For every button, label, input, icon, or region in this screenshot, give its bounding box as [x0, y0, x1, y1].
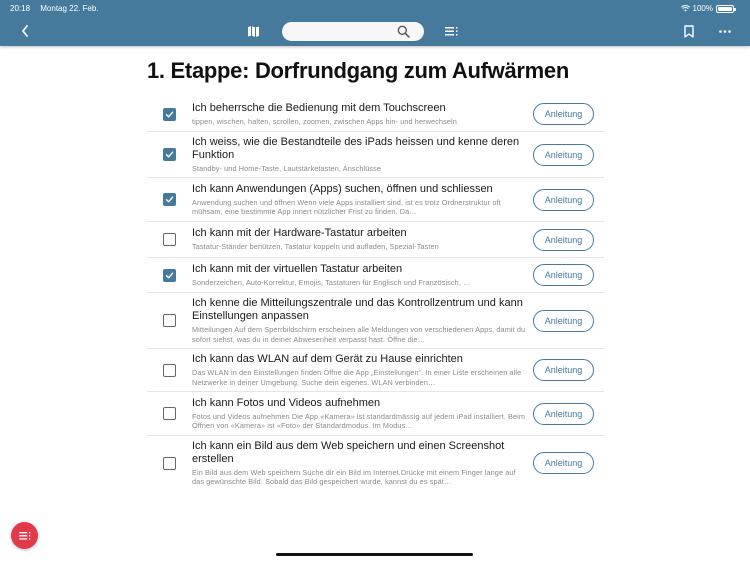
checkbox-unchecked[interactable] — [163, 314, 176, 327]
checkmark-icon — [164, 109, 175, 120]
list-item — [147, 258, 604, 293]
top-bar — [0, 0, 750, 46]
item-subtitle: Fotos und Videos aufnehmen Die App «Kamera» ist standardmässig auf jedem iPad installiert. Beim Öffnen von «Kamera» ist «Foto» der Standardmodus. Im Modus… — [192, 411, 526, 430]
status-right — [681, 4, 734, 13]
bookmark-icon — [684, 25, 694, 38]
anleitung-button[interactable]: Anleitung — [533, 144, 594, 166]
checkbox-checked[interactable] — [163, 148, 176, 161]
item-title: Ich kann mit der Hardware-Tastatur arbeiten — [192, 227, 407, 240]
anleitung-button[interactable]: Anleitung — [533, 452, 594, 474]
item-title: Ich kann mit der virtuellen Tastatur arbeiten — [192, 262, 403, 275]
anleitung-button[interactable]: Anleitung — [533, 359, 594, 381]
wifi-icon — [681, 5, 690, 12]
checkbox-checked[interactable] — [163, 193, 176, 206]
item-title: Ich kenne die Mitteilungszentrale und das Kontrollzentrum und kann Einstellungen anpassen — [192, 297, 523, 322]
anleitung-button[interactable]: Anleitung — [533, 403, 594, 425]
battery-icon — [716, 5, 734, 13]
search-input[interactable] — [282, 22, 424, 41]
toc-button[interactable] — [441, 22, 461, 40]
item-title: Ich kann Fotos und Videos aufnehmen — [192, 396, 381, 409]
list-item — [147, 178, 604, 222]
anleitung-button[interactable]: Anleitung — [533, 264, 594, 286]
item-subtitle: Tastatur-Ständer benützen, Tastatur koppeln und aufladen, Spezial-Tasten — [192, 242, 439, 252]
list-item — [147, 349, 604, 392]
map-icon — [247, 25, 260, 38]
bookmark-button[interactable] — [679, 22, 699, 40]
item-title: Ich kann das WLAN auf dem Gerät zu Hause einrichten — [192, 353, 463, 365]
item-subtitle: Standby- und Home-Taste, Lautstärketasten, Anschlüsse — [192, 163, 382, 173]
checkbox-unchecked[interactable] — [163, 457, 176, 470]
item-subtitle: Das WLAN in den Einstellungen finden Öffne die App „Einstellungen“. In einer Liste erscheinen alle Netzwerke in deiner Umgebung. Suche dein eigenes. WLAN verbinden… — [192, 368, 522, 387]
checkbox-unchecked[interactable] — [163, 407, 176, 420]
list-icon — [19, 532, 31, 540]
status-time: 20:18 — [10, 4, 31, 13]
checkbox-unchecked[interactable] — [163, 364, 176, 377]
battery-percent: 100% — [692, 4, 713, 13]
status-date: Montag 22. Feb. — [40, 4, 99, 13]
list-item — [147, 293, 604, 349]
item-title: Ich weiss, wie die Bestandteile des iPads heissen und kenne deren Funktion — [192, 135, 520, 161]
status-left — [10, 4, 107, 13]
anleitung-button[interactable]: Anleitung — [533, 103, 594, 125]
home-indicator[interactable] — [276, 553, 473, 556]
checklist — [147, 97, 604, 490]
fab-toc-button[interactable] — [11, 522, 38, 549]
anleitung-button[interactable]: Anleitung — [533, 189, 594, 211]
anleitung-button[interactable]: Anleitung — [533, 229, 594, 251]
search-icon[interactable] — [397, 25, 410, 38]
map-button[interactable] — [243, 22, 263, 40]
item-subtitle: tippen, wischen, halten, scrollen, zoomen, zwischen Apps hin- und herwechseln — [192, 116, 457, 126]
list-item — [147, 222, 604, 258]
item-subtitle: Ein Bild aus dem Web speichern Suche dir ein Bild im Internet.Drücke mit einem Finger lange auf das gewünschte Bild. Sobald das Bild gespeichert wurde, kannst du es spät… — [192, 467, 516, 486]
item-subtitle: Anwendung suchen und öffnen Wenn viele Apps installiert sind, ist es trotz Ordnerstruktur oft mühsam, eine bestimmte App innert nützlicher Frist zu finden. Da… — [192, 197, 501, 216]
checkbox-unchecked[interactable] — [163, 233, 176, 246]
page-title: 1. Etappe: Dorfrundgang zum Aufwärmen — [147, 58, 569, 83]
item-subtitle: Mitteilungen Auf dem Sperrbildschirm erscheinen alle Meldungen von verschiedenen Apps, damit du sofort siehst, was du in deiner Abwesenheit verpasst hast. Öffne die… — [192, 325, 526, 344]
list-item — [147, 132, 604, 178]
checkmark-icon — [164, 149, 175, 160]
list-item — [147, 436, 604, 490]
checkbox-checked[interactable] — [163, 108, 176, 121]
list-icon — [445, 27, 458, 36]
list-item — [147, 392, 604, 436]
checkbox-checked[interactable] — [163, 269, 176, 282]
item-title: Ich kann Anwendungen (Apps) suchen, öffnen und schliessen — [192, 182, 493, 195]
chevron-left-icon — [21, 25, 29, 37]
checkmark-icon — [164, 270, 175, 281]
anleitung-button[interactable]: Anleitung — [533, 310, 594, 332]
item-title: Ich kann ein Bild aus dem Web speichern und einen Screenshot erstellen — [192, 439, 505, 465]
more-button[interactable] — [715, 22, 735, 40]
checkmark-icon — [164, 194, 175, 205]
back-button[interactable] — [15, 22, 35, 40]
item-subtitle: Sonderzeichen, Auto-Korrektur, Emojis, Tastaturen für Englisch und Französisch, … — [192, 277, 471, 287]
item-title: Ich beherrsche die Bedienung mit dem Touchscreen — [192, 101, 446, 114]
list-item — [147, 97, 604, 132]
ellipsis-icon — [719, 30, 731, 33]
